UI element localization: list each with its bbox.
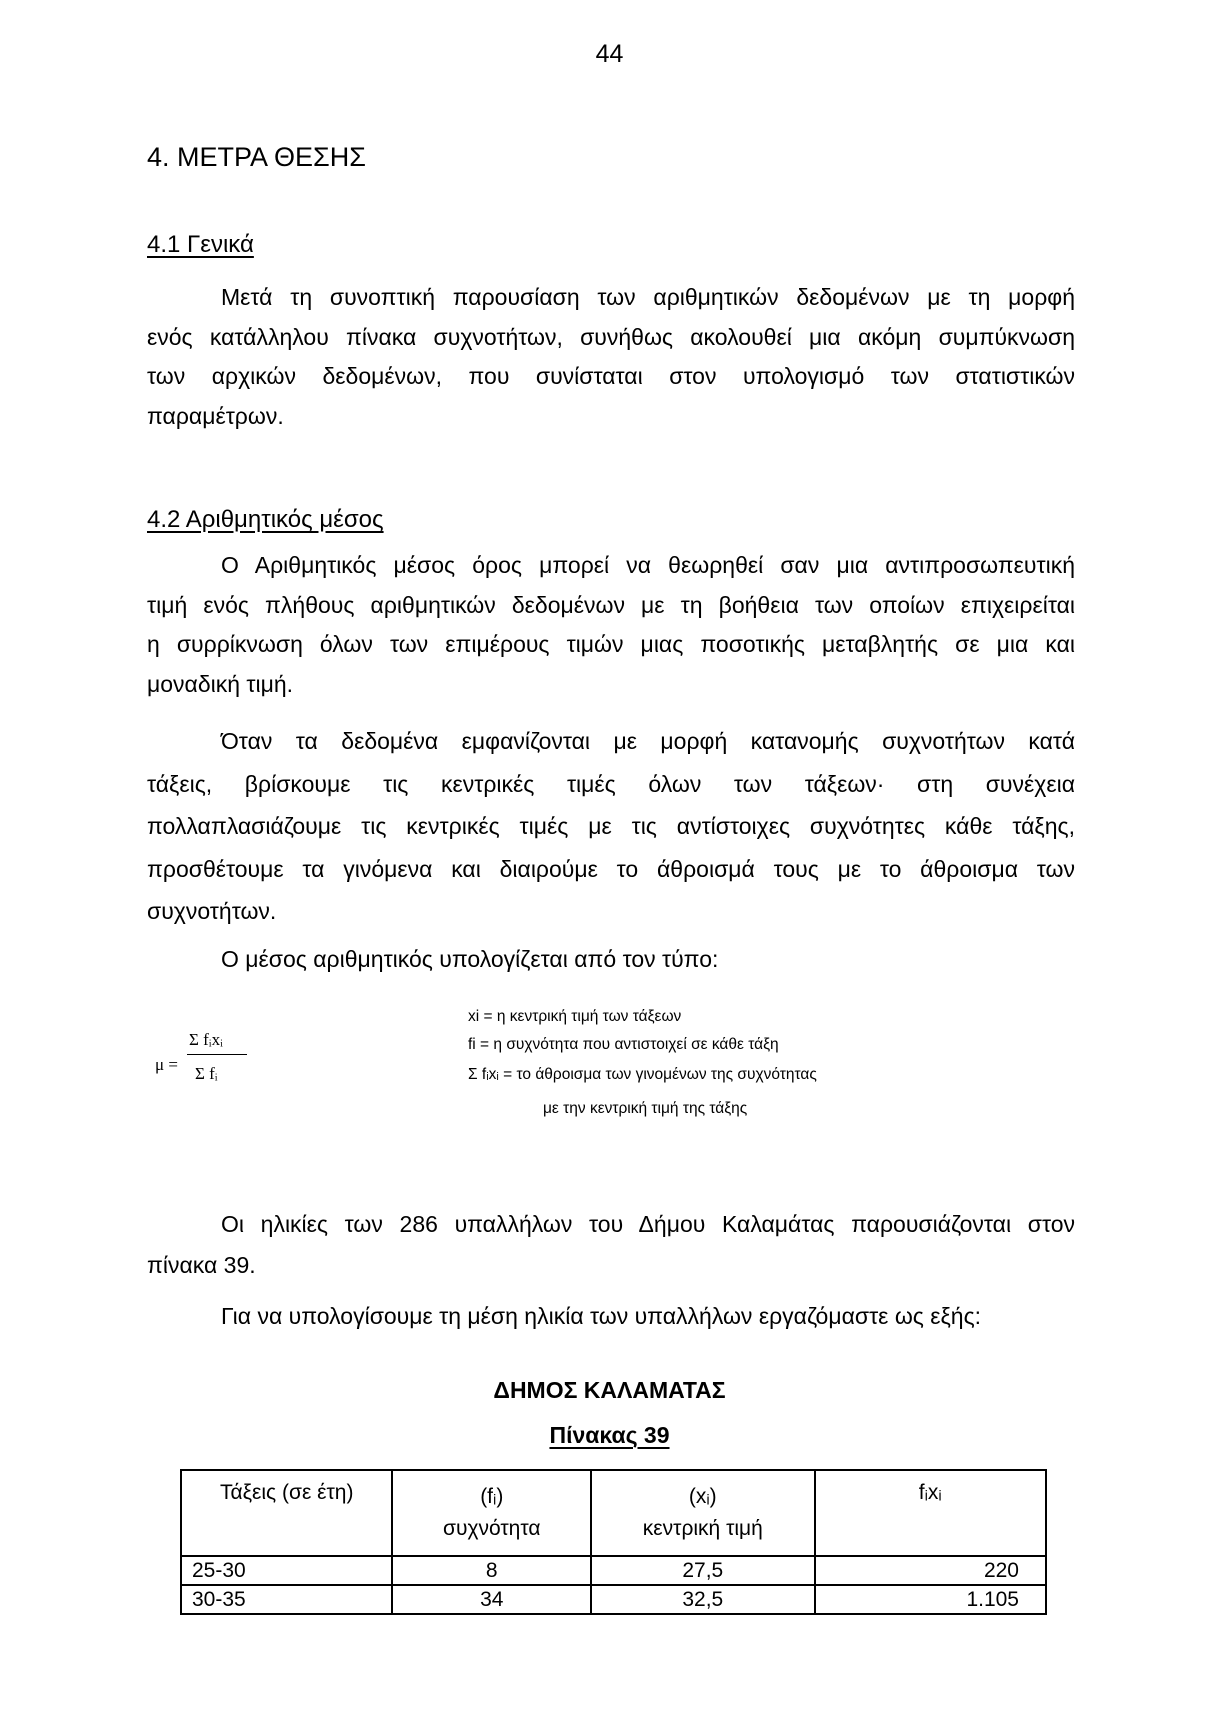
paragraph-line: τιμή ενός πλήθους αριθμητικών δεδομένων με τη βοήθεια των οποίων επιχειρείται [147,591,1075,618]
header-product: fᵢxᵢ [815,1470,1046,1556]
table-cell: 220 [815,1556,1046,1585]
chapter-title: 4. ΜΕΤΡΑ ΘΕΣΗΣ [147,142,366,172]
formula-intro: Ο μέσος αριθμητικός υπολογίζεται από τον τύπο: [221,946,719,972]
formula-legend-line: fi = η συχνότητα που αντιστοιχεί σε κάθε τάξη [468,1036,779,1053]
formula-legend-line: Σ fᵢxᵢ = το άθροισμα των γινομένων της συχνότητας [468,1066,817,1083]
formula-legend-line: xi = η κεντρική τιμή των τάξεων [468,1008,682,1025]
paragraph-line: ενός κατάλληλου πίνακα συχνοτήτων, συνήθως ακολουθεί μια ακόμη συμπύκνωση [147,323,1075,350]
ages-table [180,1469,1047,1615]
formula-legend-line: με την κεντρική τιμή της τάξης [543,1100,748,1117]
table-cell: 25-30 [181,1556,392,1585]
formula-numerator: Σ fᵢxᵢ [189,1030,223,1049]
section-heading-4-2: 4.2 Αριθμητικός μέσος [147,506,384,533]
paragraph-line: η συρρίκνωση όλων των επιμέρους τιμών μιας ποσοτικής μεταβλητής σε μια και [147,631,1075,657]
paragraph-line: Οι ηλικίες των 286 υπαλλήλων του Δήμου Καλαμάτας παρουσιάζονται στον [221,1211,1075,1237]
paragraph-line: συχνοτήτων. [147,898,277,924]
paragraph-line: πολλαπλασιάζουμε τις κεντρικές τιμές με τις αντίστοιχες συχνότητες κάθε τάξης, [147,813,1075,839]
paragraph-line: των αρχικών δεδομένων, που συνίσταται στον υπολογισμό των στατιστικών [147,363,1075,389]
paragraph-general [147,278,1075,436]
table-cell: 30-35 [181,1585,392,1614]
formula-lhs: μ = [155,1055,178,1074]
formula-fraction-bar [187,1054,247,1055]
section-heading-4-1: 4.1 Γενικά [147,231,254,258]
table-title: ΔΗΜΟΣ ΚΑΛΑΜΑΤΑΣ [493,1377,726,1403]
formula-denominator: Σ fᵢ [195,1064,218,1083]
table-header-row [181,1470,1046,1556]
paragraph-line: παραμέτρων. [147,402,284,429]
header-classes: Τάξεις (σε έτη) [181,1470,392,1556]
header-central-value: (xᵢ) κεντρική τιμή [591,1470,814,1556]
table-cell: 32,5 [591,1585,814,1614]
paragraph-mean-definition [147,546,1075,704]
page-number: 44 [595,40,624,68]
table-cell: 8 [392,1556,591,1585]
paragraph-line: τάξεις, βρίσκουμε τις κεντρικές τιμές όλων των τάξεων· στη συνέχεια [147,770,1075,797]
paragraph-line: Όταν τα δεδομένα εμφανίζονται με μορφή κατανομής συχνοτήτων κατά [221,728,1075,754]
table-cell: 27,5 [591,1556,814,1585]
table-cell: 1.105 [815,1585,1046,1614]
paragraph-procedure: Για να υπολογίσουμε τη μέση ηλικία των υπαλλήλων εργαζόμαστε ως εξής: [221,1303,982,1329]
header-frequency: (fᵢ) συχνότητα [392,1470,591,1556]
paragraph-line: μοναδική τιμή. [147,670,294,697]
table-cell: 34 [392,1585,591,1614]
paragraph-employees [147,1204,1075,1286]
table-subtitle: Πίνακας 39 [549,1422,670,1448]
table-row [181,1585,1046,1614]
paragraph-line: πίνακα 39. [147,1252,256,1278]
paragraph-grouped-data [147,720,1075,933]
paragraph-line: προσθέτουμε τα γινόμενα και διαιρούμε το άθροισμά τους με το άθροισμα των [147,855,1075,882]
paragraph-line: Μετά τη συνοπτική παρουσίαση των αριθμητικών δεδομένων με τη μορφή [221,284,1075,310]
mean-formula [147,1027,297,1097]
paragraph-line: Ο Αριθμητικός μέσος όρος μπορεί να θεωρηθεί σαν μια αντιπροσωπευτική [221,552,1075,578]
table-row [181,1556,1046,1585]
